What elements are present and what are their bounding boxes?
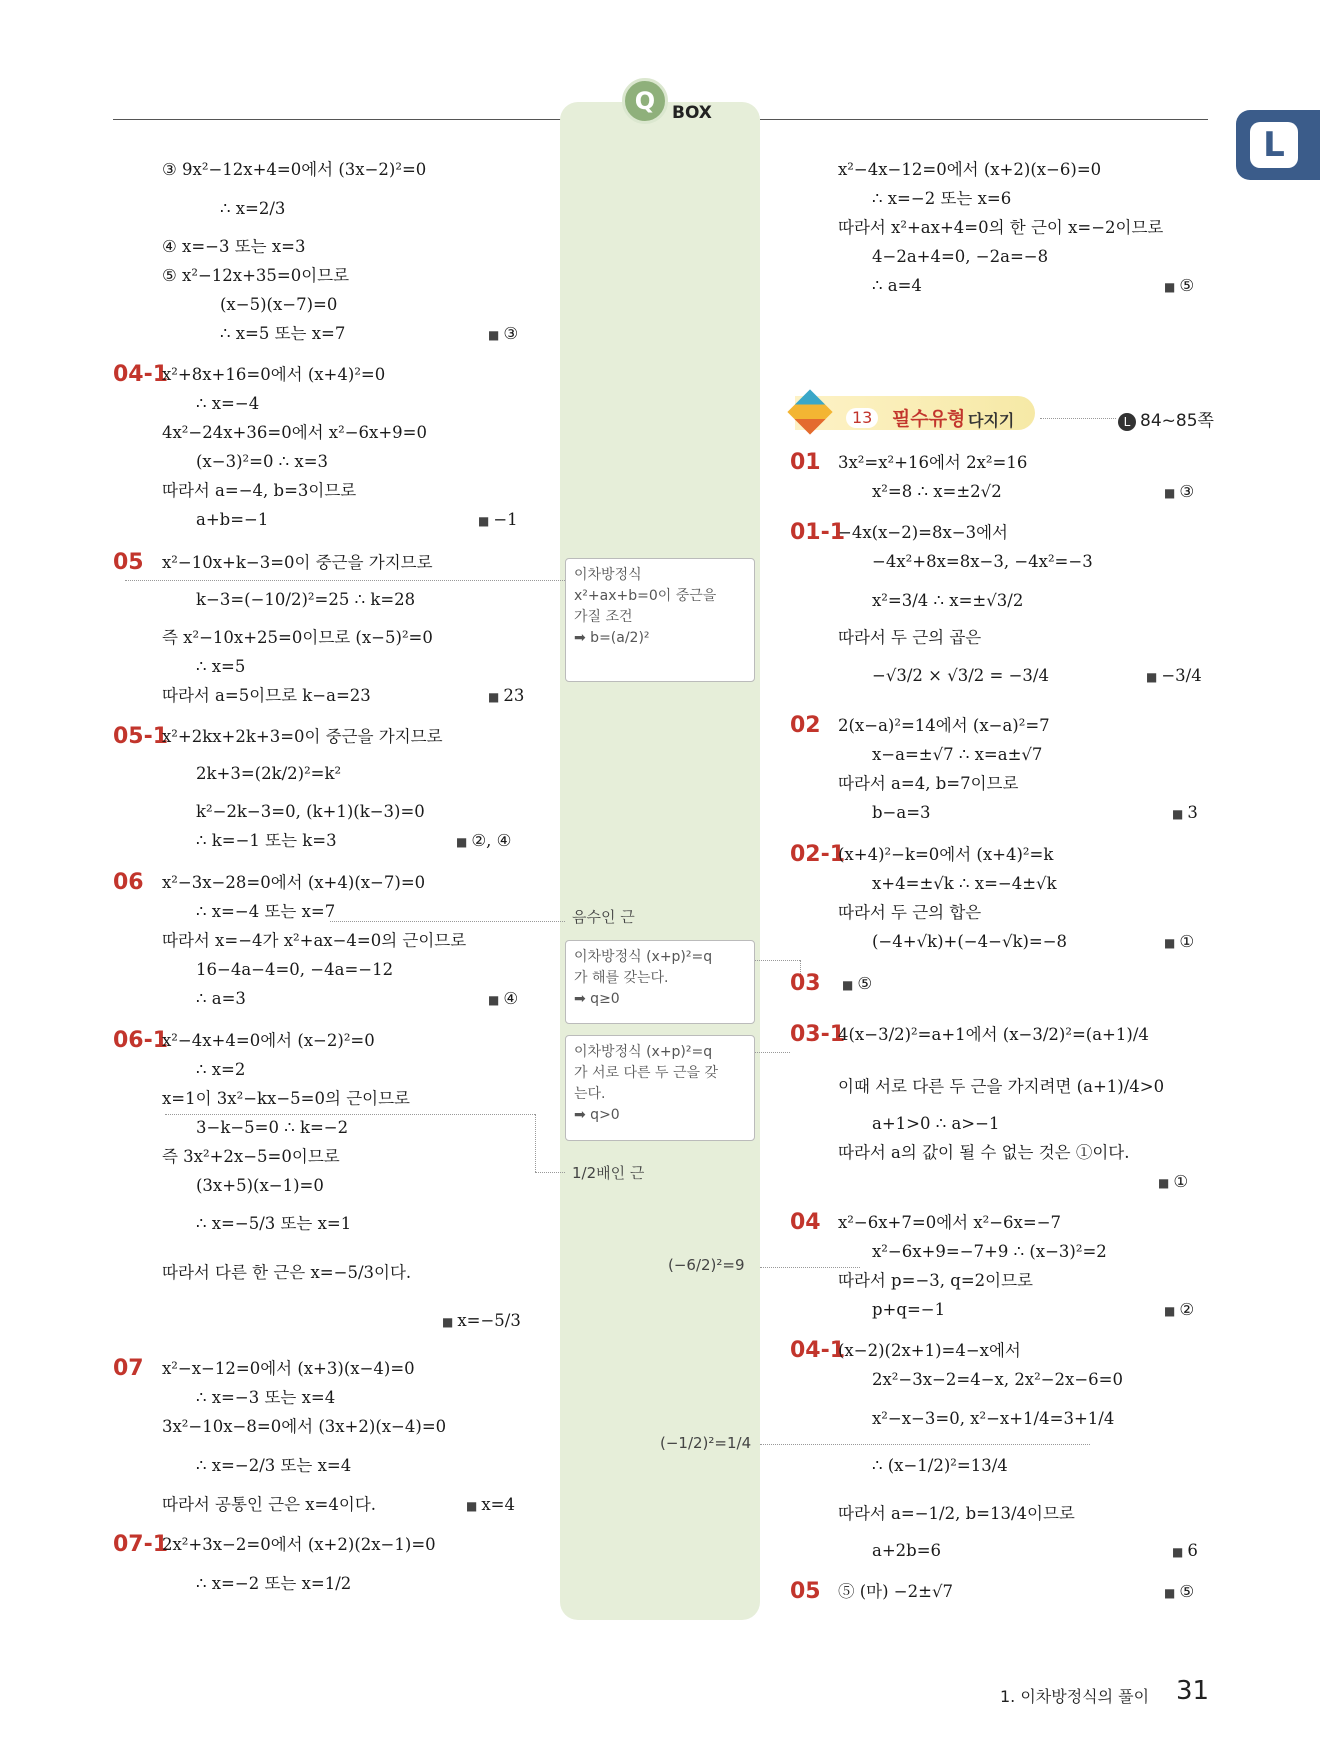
solution-line: x²+2kx+2k+3=0이 중근을 가지므로 — [162, 727, 443, 746]
solution-line: 3x²−10x−8=0에서 (3x+2)(x−4)=0 — [162, 1417, 447, 1436]
solution-line: −4x²+8x=8x−3, −4x²=−3 — [872, 552, 1093, 571]
answer: ■ ① — [1164, 931, 1194, 954]
answer: ■ ③ — [488, 323, 518, 346]
solution-line: 4x²−24x+36=0에서 x²−6x+9=0 — [162, 423, 428, 442]
leader-line — [535, 1114, 536, 1172]
solution-line: x²−4x+4=0에서 (x−2)²=0 — [162, 1031, 375, 1050]
solution-line: −4x(x−2)=8x−3에서 — [838, 523, 1008, 542]
note-line: 가 서로 다른 두 근을 갖 — [574, 1065, 718, 1081]
problem-number: 05 — [790, 1579, 821, 1604]
solution-line: 따라서 다른 한 근은 x=−5/3이다. — [162, 1263, 412, 1282]
note-line: ➡ b=(a/2)² — [574, 630, 650, 646]
answer: ■ ②, ④ — [456, 830, 511, 853]
solution-line: x−a=±√7 ∴ x=a±√7 — [872, 745, 1043, 764]
section-reference — [1118, 406, 1214, 431]
section-number: 13 — [846, 408, 878, 428]
solution-line: a+1>0 ∴ a>−1 — [872, 1114, 1000, 1133]
problem-number: 04-1 — [790, 1338, 846, 1363]
note-line: ➡ q>0 — [574, 1107, 620, 1123]
solution-line: 따라서 a=−1/2, b=13/4이므로 — [838, 1504, 1075, 1523]
note-line: 가질 조건 — [574, 609, 633, 625]
problem-number: 02 — [790, 713, 821, 738]
leader-line — [755, 960, 800, 961]
solution-line: 따라서 x²+ax+4=0의 한 근이 x=−2이므로 — [838, 218, 1164, 237]
leader-line — [535, 1172, 565, 1173]
problem-number: 06-1 — [113, 1028, 169, 1053]
solution-line: p+q=−1 — [872, 1300, 946, 1319]
solution-line: x²+8x+16=0에서 (x+4)²=0 — [162, 365, 386, 384]
solution-line: ∴ x=2/3 — [220, 199, 286, 218]
problem-number: 04-1 — [113, 362, 169, 387]
solution-line: ∴ k=−1 또는 k=3 — [196, 831, 337, 850]
solution-line: ∴ x=5 — [196, 657, 246, 676]
problem-number: 06 — [113, 870, 144, 895]
leader-line — [125, 580, 565, 581]
page-ref: 84~85쪽 — [1140, 411, 1214, 431]
section-subtitle: 다지기 — [968, 411, 1015, 430]
side-tab-letter: L — [1250, 122, 1298, 168]
solution-line: x²−3x−28=0에서 (x+4)(x−7)=0 — [162, 873, 426, 892]
solution-line: 16−4a−4=0, −4a=−12 — [196, 960, 394, 979]
page-number: 31 — [1176, 1676, 1210, 1706]
problem-number: 07-1 — [113, 1532, 169, 1557]
solution-line: ⑤ x²−12x+35=0이므로 — [162, 266, 350, 285]
problem-number: 07 — [113, 1356, 144, 1381]
answer: ■ x=4 — [466, 1494, 515, 1517]
answer: ■ −3/4 — [1146, 665, 1202, 688]
solution-line: (x−2)(2x+1)=4−x에서 — [838, 1341, 1021, 1360]
solution-line: (3x+5)(x−1)=0 — [196, 1176, 324, 1195]
solution-line: 따라서 a=5이므로 k−a=23 — [162, 686, 371, 705]
solution-line: 따라서 공통인 근은 x=4이다. — [162, 1495, 376, 1514]
side-note: (−1/2)²=1/4 — [660, 1434, 752, 1452]
leader-line — [1040, 418, 1116, 419]
side-note: 1/2배인 근 — [572, 1164, 645, 1182]
answer: ■ ② — [1164, 1299, 1194, 1322]
solution-line: 따라서 두 근의 곱은 — [838, 628, 982, 647]
solution-line: x²−6x+7=0에서 x²−6x=−7 — [838, 1213, 1062, 1232]
solution-line: x²−4x−12=0에서 (x+2)(x−6)=0 — [838, 160, 1102, 179]
side-note: 음수인 근 — [572, 908, 635, 926]
qbox-badge: Q — [622, 78, 668, 124]
leader-line — [760, 1444, 1090, 1445]
answer: ■ ③ — [1164, 481, 1194, 504]
solution-line: ∴ x=−5/3 또는 x=1 — [196, 1214, 352, 1233]
solution-line: ∴ x=−2/3 또는 x=4 — [196, 1456, 352, 1475]
section-title: 필수유형 — [892, 408, 966, 430]
solution-line: 따라서 p=−3, q=2이므로 — [838, 1271, 1033, 1290]
solution-line: 따라서 a=−4, b=3이므로 — [162, 481, 357, 500]
top-rule-right — [760, 119, 1208, 120]
solution-line: ∴ x=−4 — [196, 394, 260, 413]
answer: ■ 3 — [1172, 802, 1198, 825]
solution-line: ∴ x=5 또는 x=7 — [220, 324, 346, 343]
solution-line: x²−x−12=0에서 (x+3)(x−4)=0 — [162, 1359, 415, 1378]
solution-line: (x+4)²−k=0에서 (x+4)²=k — [838, 845, 1054, 864]
leader-line — [760, 1267, 860, 1268]
solution-line: 3−k−5=0 ∴ k=−2 — [196, 1118, 349, 1137]
note-line: 는다. — [574, 1086, 606, 1102]
solution-line: b−a=3 — [872, 803, 931, 822]
solution-line: ∴ x=−4 또는 x=7 — [196, 902, 336, 921]
solution-line: 즉 x²−10x+25=0이므로 (x−5)²=0 — [162, 628, 433, 647]
answer: ■ ⑤ — [1164, 1581, 1194, 1604]
answer: ■ −1 — [478, 509, 518, 532]
note-line: x²+ax+b=0이 중근을 — [574, 588, 717, 604]
solution-line: x²=3/4 ∴ x=±√3/2 — [872, 591, 1024, 610]
solution-line: k²−2k−3=0, (k+1)(k−3)=0 — [196, 802, 425, 821]
solution-line: a+b=−1 — [196, 510, 269, 529]
solution-line: ∴ x=2 — [196, 1060, 246, 1079]
note-line: 이차방정식 (x+p)²=q — [574, 1044, 713, 1060]
solution-line: ∴ (x−1/2)²=13/4 — [872, 1456, 1008, 1475]
solution-line: k−3=(−10/2)²=25 ∴ k=28 — [196, 590, 416, 609]
leader-line — [165, 1114, 535, 1115]
chapter-title: 1. 이차방정식의 풀이 — [1000, 1687, 1150, 1706]
solution-line: ∴ x=−3 또는 x=4 — [196, 1388, 336, 1407]
problem-number: 03-1 — [790, 1022, 846, 1047]
solution-line: 4−2a+4=0, −2a=−8 — [872, 247, 1049, 266]
solution-line: 따라서 a의 값이 될 수 없는 것은 ①이다. — [838, 1143, 1130, 1162]
solution-line: x²−10x+k−3=0이 중근을 가지므로 — [162, 553, 433, 572]
solution-line: x²−x−3=0, x²−x+1/4=3+1/4 — [872, 1409, 1115, 1428]
solution-line: 따라서 x=−4가 x²+ax−4=0의 근이므로 — [162, 931, 467, 950]
solution-line: ④ x=−3 또는 x=3 — [162, 237, 306, 256]
solution-line: x²−6x+9=−7+9 ∴ (x−3)²=2 — [872, 1242, 1107, 1261]
solution-line: ∴ x=−2 또는 x=1/2 — [196, 1574, 352, 1593]
solution-line: (x−5)(x−7)=0 — [220, 295, 338, 314]
answer: ■ ④ — [488, 988, 518, 1011]
answer: ■ ⑤ — [842, 973, 872, 996]
note-line: 이차방정식 (x+p)²=q — [574, 949, 713, 965]
answer: ■ ⑤ — [1164, 275, 1194, 298]
answer: ■ ① — [1158, 1171, 1188, 1194]
solution-line: 4(x−3/2)²=a+1에서 (x−3/2)²=(a+1)/4 — [838, 1025, 1149, 1044]
problem-number: 05 — [113, 550, 144, 575]
top-rule-left — [113, 119, 561, 120]
solution-line: ∴ a=4 — [872, 276, 922, 295]
solution-line: 따라서 a=4, b=7이므로 — [838, 774, 1019, 793]
solution-line: 2k+3=(2k/2)²=k² — [196, 764, 342, 783]
problem-number: 01 — [790, 450, 821, 475]
answer: ■ x=−5/3 — [442, 1310, 521, 1333]
solution-line: (−4+√k)+(−4−√k)=−8 — [872, 932, 1068, 951]
note-box — [565, 1035, 755, 1141]
solution-line: (x−3)²=0 ∴ x=3 — [196, 452, 329, 471]
note-line: ➡ q≥0 — [574, 991, 620, 1007]
solution-line: ⑤ (마) −2±√7 — [838, 1582, 953, 1601]
l-badge-icon: L — [1118, 413, 1136, 431]
solution-line: ③ 9x²−12x+4=0에서 (3x−2)²=0 — [162, 160, 427, 179]
problem-number: 03 — [790, 971, 821, 996]
solution-line: 3x²=x²+16에서 2x²=16 — [838, 453, 1028, 472]
solution-line: a+2b=6 — [872, 1541, 942, 1560]
solution-line: 2x²+3x−2=0에서 (x+2)(2x−1)=0 — [162, 1535, 436, 1554]
solution-line: −√3/2 × √3/2 = −3/4 — [872, 666, 1049, 685]
side-tab — [1236, 110, 1320, 180]
solution-line: ∴ x=−2 또는 x=6 — [872, 189, 1012, 208]
leader-line — [330, 921, 565, 922]
problem-number: 02-1 — [790, 842, 846, 867]
note-line: 이차방정식 — [574, 567, 642, 583]
solution-line: 2x²−3x−2=4−x, 2x²−2x−6=0 — [872, 1370, 1124, 1389]
qbox-column — [560, 102, 760, 1620]
problem-number: 04 — [790, 1210, 821, 1235]
note-box — [565, 558, 755, 682]
qbox-label: BOX — [672, 103, 712, 123]
problem-number: 05-1 — [113, 724, 169, 749]
leader-line — [755, 1052, 790, 1053]
solution-line: 따라서 두 근의 합은 — [838, 903, 982, 922]
answer: ■ 23 — [488, 685, 524, 708]
answer: ■ 6 — [1172, 1540, 1198, 1563]
solution-line: 즉 3x²+2x−5=0이므로 — [162, 1147, 340, 1166]
note-box — [565, 940, 755, 1024]
solution-line: x=1이 3x²−kx−5=0의 근이므로 — [162, 1089, 410, 1108]
solution-line: ∴ a=3 — [196, 989, 246, 1008]
side-note: (−6/2)²=9 — [668, 1256, 745, 1274]
solution-line: 2(x−a)²=14에서 (x−a)²=7 — [838, 716, 1050, 735]
solution-line: x+4=±√k ∴ x=−4±√k — [872, 874, 1057, 893]
note-line: 가 해를 갖는다. — [574, 970, 669, 986]
solution-line: x²=8 ∴ x=±2√2 — [872, 482, 1002, 501]
problem-number: 01-1 — [790, 520, 846, 545]
solution-line: 이때 서로 다른 두 근을 가지려면 (a+1)/4>0 — [838, 1077, 1165, 1096]
